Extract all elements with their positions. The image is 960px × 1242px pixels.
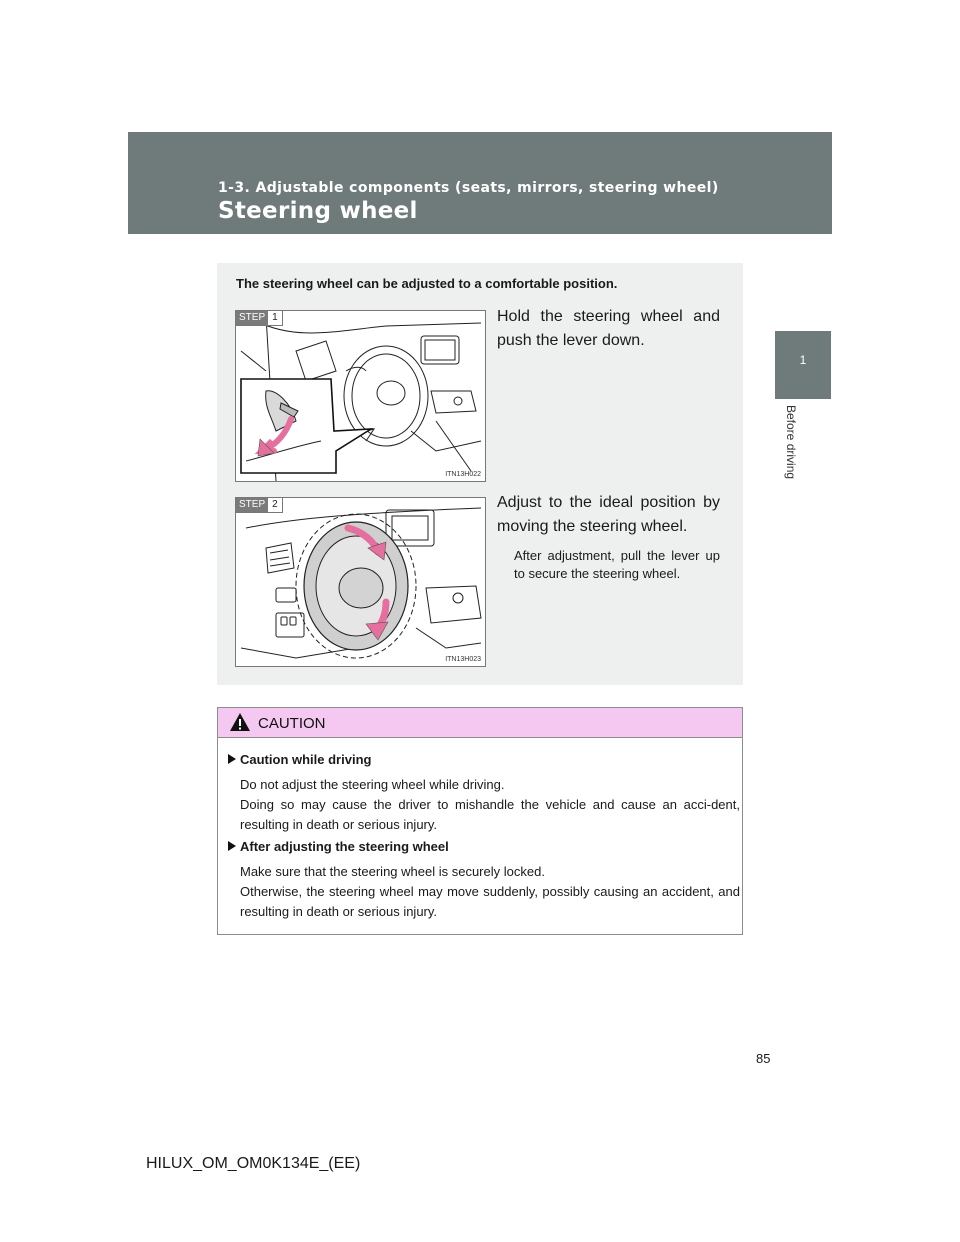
step2-badge-word: STEP [236,498,268,512]
caution-item-heading [228,839,740,854]
document-code: HILUX_OM_OM0K134E_(EE) [146,1155,361,1172]
caution-item-body-line: Otherwise, the steering wheel may move suddenly, possibly causing an accident, and resulting in death or serious injury. [240,884,740,919]
step2-badge-number: 2 [268,498,282,512]
step2-note: After adjustment, pull the lever up to secure the steering wheel. [514,548,720,581]
caution-box [217,707,743,935]
chapter-tab[interactable] [775,331,831,399]
caution-item-body-line: Do not adjust the steering wheel while driving. [240,777,505,792]
caution-title: CAUTION [258,715,326,732]
chapter-tab-number: 1 [799,353,807,367]
caution-item-body [228,775,740,835]
intro-text: The steering wheel can be adjusted to a comfortable position. [236,276,618,291]
step2-badge [236,498,283,513]
step2-text: Adjust to the ideal position by moving the steering wheel. [497,494,720,535]
chapter-tab-label-wrap [784,405,810,505]
page-title: Steering wheel [218,198,418,224]
caution-item-heading-text: After adjusting the steering wheel [240,839,449,854]
triangle-bullet-icon [228,841,236,851]
step1-figure-code: ITN13H022 [445,471,481,478]
step2-figure [235,497,486,667]
caution-item [228,752,740,835]
caution-item-body-line: Make sure that the steering wheel is securely locked. [240,864,545,879]
caution-item-body-line: Doing so may cause the driver to mishandle the vehicle and cause an acci-dent, resulting in death or serious injury. [240,797,740,832]
caution-item-heading [228,752,740,767]
step2-figure-code: ITN13H023 [445,656,481,663]
step1-badge-number: 1 [268,311,282,325]
warning-triangle-icon [229,712,251,732]
step1-text: Hold the steering wheel and push the lever down. [497,308,720,349]
step1-badge-word: STEP [236,311,268,325]
caution-item-body [228,862,740,922]
triangle-bullet-icon [228,754,236,764]
caution-item [228,839,740,922]
caution-header [218,708,742,738]
section-reference: 1-3. Adjustable components (seats, mirrors, steering wheel) [218,180,719,196]
chapter-tab-label: Before driving [784,405,798,480]
step1-figure [235,310,486,482]
steering-lever-illustration [236,311,485,481]
step1-badge [236,311,283,326]
steering-wheel-adjust-illustration [236,498,485,666]
page-number: 85 [756,1051,771,1066]
caution-item-heading-text: Caution while driving [240,752,372,767]
